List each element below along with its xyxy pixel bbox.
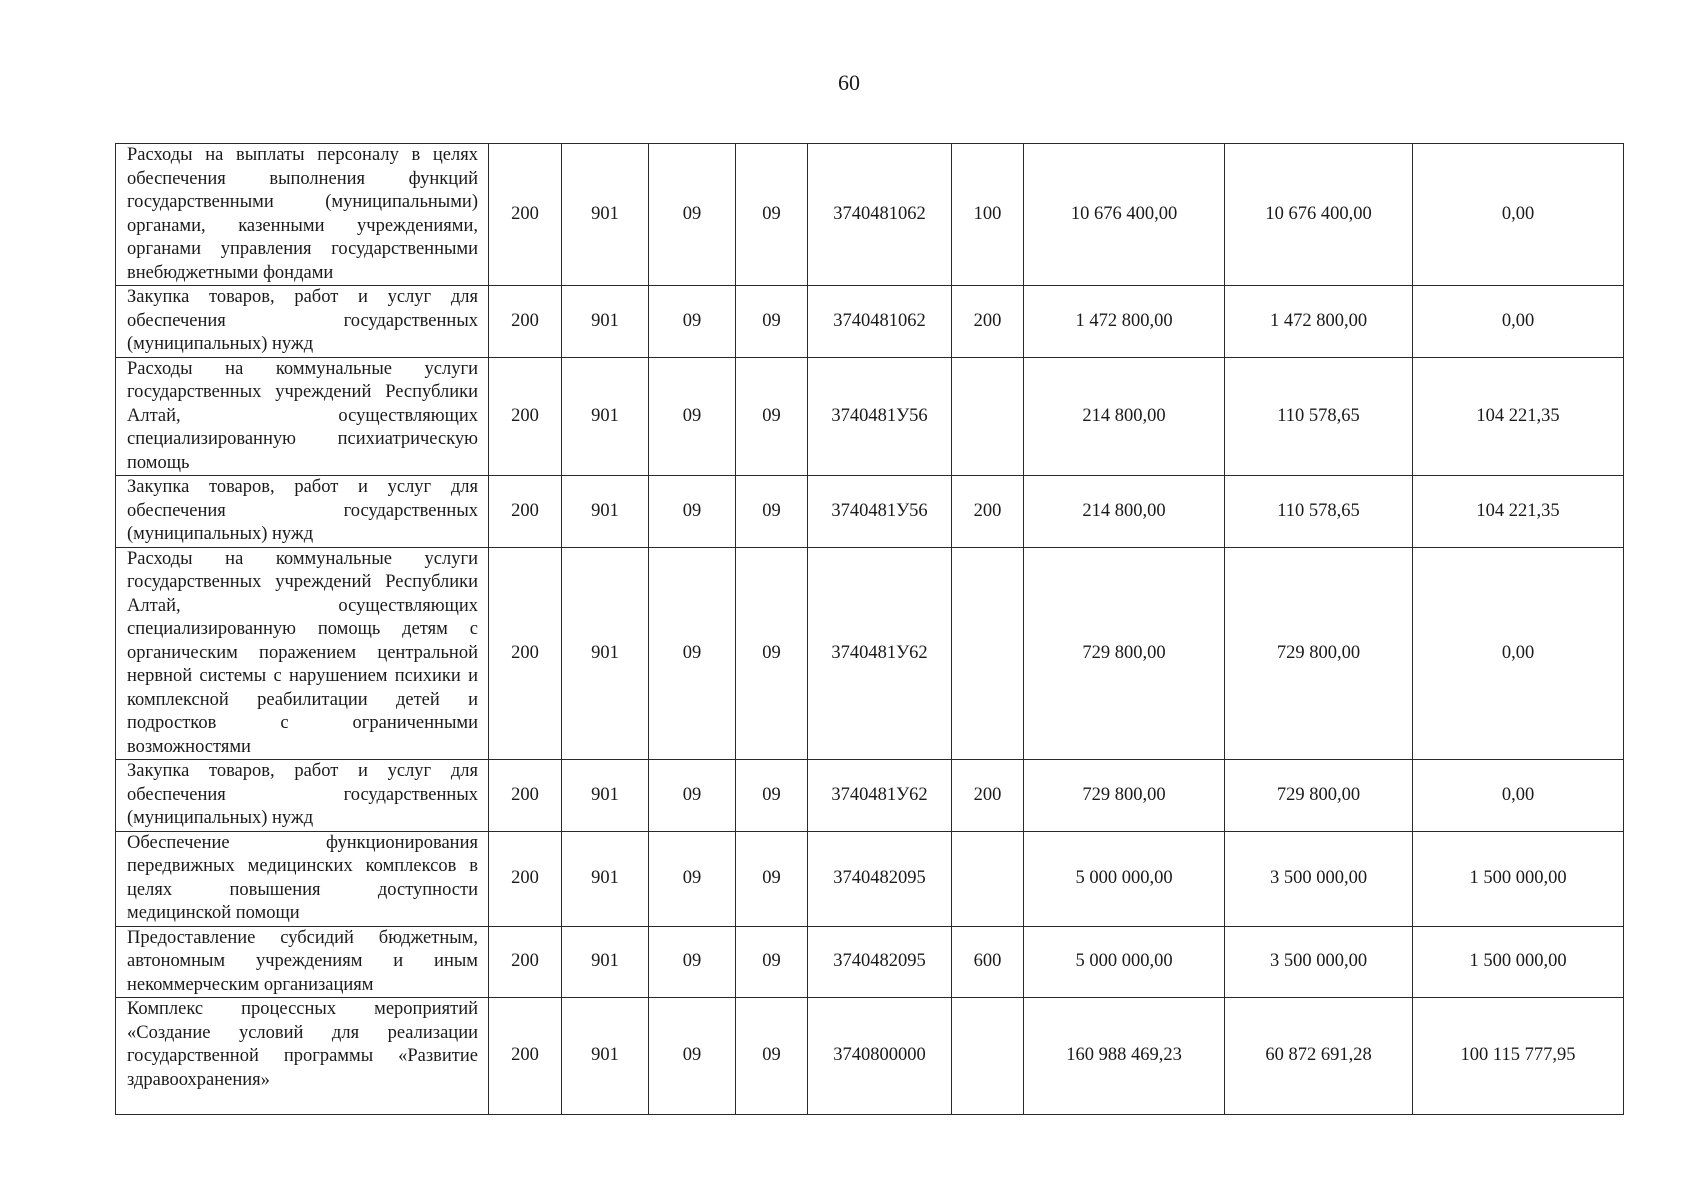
target-article-cell: 3740481062 (808, 286, 952, 358)
plan-amount-cell: 5 000 000,00 (1024, 926, 1225, 998)
fact-amount-cell: 110 578,65 (1225, 357, 1413, 476)
target-article-cell: 3740481У62 (808, 760, 952, 832)
fact-amount-cell: 3 500 000,00 (1225, 831, 1413, 926)
code-cell: 09 (736, 357, 808, 476)
table-row (116, 998, 1624, 1115)
table-row (116, 547, 1624, 760)
code-cell: 200 (489, 926, 562, 998)
table-row (116, 476, 1624, 548)
row-name: Закупка товаров, работ и услуг для обеспечения государственных (муниципальных) нужд (116, 476, 489, 548)
code-cell: 901 (562, 547, 649, 760)
code-cell: 09 (736, 547, 808, 760)
fact-amount-cell: 60 872 691,28 (1225, 998, 1413, 1115)
target-article-cell: 3740481062 (808, 144, 952, 286)
code-cell: 901 (562, 926, 649, 998)
fact-amount-cell: 3 500 000,00 (1225, 926, 1413, 998)
code-cell: 09 (649, 926, 736, 998)
code-cell: 901 (562, 760, 649, 832)
code-cell: 09 (736, 476, 808, 548)
target-article-cell: 3740481У56 (808, 476, 952, 548)
plan-amount-cell: 1 472 800,00 (1024, 286, 1225, 358)
table-row (116, 831, 1624, 926)
code-cell: 09 (736, 286, 808, 358)
table-row (116, 144, 1624, 286)
expense-type-cell (952, 547, 1024, 760)
expense-type-cell: 200 (952, 760, 1024, 832)
code-cell: 200 (489, 144, 562, 286)
target-article-cell: 3740482095 (808, 831, 952, 926)
code-cell: 09 (736, 926, 808, 998)
expense-type-cell: 200 (952, 476, 1024, 548)
code-cell: 200 (489, 998, 562, 1115)
expense-type-cell (952, 831, 1024, 926)
budget-table (115, 143, 1624, 1115)
code-cell: 09 (649, 547, 736, 760)
code-cell: 09 (649, 286, 736, 358)
code-cell: 200 (489, 831, 562, 926)
code-cell: 200 (489, 357, 562, 476)
code-cell: 09 (736, 144, 808, 286)
target-article-cell: 3740481У62 (808, 547, 952, 760)
code-cell: 901 (562, 998, 649, 1115)
plan-amount-cell: 214 800,00 (1024, 476, 1225, 548)
rest-amount-cell: 0,00 (1413, 760, 1624, 832)
expense-type-cell (952, 998, 1024, 1115)
code-cell: 09 (649, 144, 736, 286)
rest-amount-cell: 0,00 (1413, 286, 1624, 358)
rest-amount-cell: 1 500 000,00 (1413, 926, 1624, 998)
plan-amount-cell: 729 800,00 (1024, 547, 1225, 760)
rest-amount-cell: 0,00 (1413, 144, 1624, 286)
row-name: Предоставление субсидий бюджетным, автономным учреждениям и иным некоммерческим организациям (116, 926, 489, 998)
row-name: Расходы на выплаты персоналу в целях обеспечения выполнения функций государственными (муниципальными) органами, казенными учреждениями, органами управления государственными внебюджетными фондами (116, 144, 489, 286)
row-name: Закупка товаров, работ и услуг для обеспечения государственных (муниципальных) нужд (116, 760, 489, 832)
row-name: Закупка товаров, работ и услуг для обеспечения государственных (муниципальных) нужд (116, 286, 489, 358)
code-cell: 901 (562, 831, 649, 926)
code-cell: 09 (649, 476, 736, 548)
fact-amount-cell: 729 800,00 (1225, 760, 1413, 832)
expense-type-cell: 200 (952, 286, 1024, 358)
rest-amount-cell: 1 500 000,00 (1413, 831, 1624, 926)
code-cell: 200 (489, 286, 562, 358)
code-cell: 09 (649, 760, 736, 832)
fact-amount-cell: 10 676 400,00 (1225, 144, 1413, 286)
fact-amount-cell: 1 472 800,00 (1225, 286, 1413, 358)
plan-amount-cell: 729 800,00 (1024, 760, 1225, 832)
target-article-cell: 3740800000 (808, 998, 952, 1115)
code-cell: 200 (489, 760, 562, 832)
fact-amount-cell: 110 578,65 (1225, 476, 1413, 548)
plan-amount-cell: 214 800,00 (1024, 357, 1225, 476)
fact-amount-cell: 729 800,00 (1225, 547, 1413, 760)
rest-amount-cell: 104 221,35 (1413, 476, 1624, 548)
plan-amount-cell: 5 000 000,00 (1024, 831, 1225, 926)
table-row (116, 357, 1624, 476)
table-row (116, 926, 1624, 998)
expense-type-cell (952, 357, 1024, 476)
code-cell: 09 (649, 831, 736, 926)
target-article-cell: 3740481У56 (808, 357, 952, 476)
code-cell: 09 (736, 831, 808, 926)
expense-type-cell: 600 (952, 926, 1024, 998)
code-cell: 901 (562, 144, 649, 286)
row-name: Расходы на коммунальные услуги государственных учреждений Республики Алтай, осуществляющих специализированную помощь детям с органическим поражением центральной нервной системы с нарушением психики и комплексной реабилитации детей и подростков с ограниченными возможностями (116, 547, 489, 760)
code-cell: 901 (562, 286, 649, 358)
expense-type-cell: 100 (952, 144, 1024, 286)
target-article-cell: 3740482095 (808, 926, 952, 998)
table-row (116, 760, 1624, 832)
code-cell: 09 (649, 357, 736, 476)
page-number: 60 (838, 70, 860, 95)
code-cell: 09 (736, 998, 808, 1115)
code-cell: 200 (489, 547, 562, 760)
plan-amount-cell: 160 988 469,23 (1024, 998, 1225, 1115)
row-name: Обеспечение функционирования передвижных медицинских комплексов в целях повышения доступности медицинской помощи (116, 831, 489, 926)
plan-amount-cell: 10 676 400,00 (1024, 144, 1225, 286)
rest-amount-cell: 104 221,35 (1413, 357, 1624, 476)
code-cell: 901 (562, 476, 649, 548)
table-row (116, 286, 1624, 358)
code-cell: 09 (649, 998, 736, 1115)
rest-amount-cell: 0,00 (1413, 547, 1624, 760)
code-cell: 200 (489, 476, 562, 548)
code-cell: 901 (562, 357, 649, 476)
code-cell: 09 (736, 760, 808, 832)
row-name: Расходы на коммунальные услуги государственных учреждений Республики Алтай, осуществляющих специализированную психиатрическую помощь (116, 357, 489, 476)
rest-amount-cell: 100 115 777,95 (1413, 998, 1624, 1115)
row-name: Комплекс процессных мероприятий «Создание условий для реализации государственной программы «Развитие здравоохранения» (116, 998, 489, 1115)
